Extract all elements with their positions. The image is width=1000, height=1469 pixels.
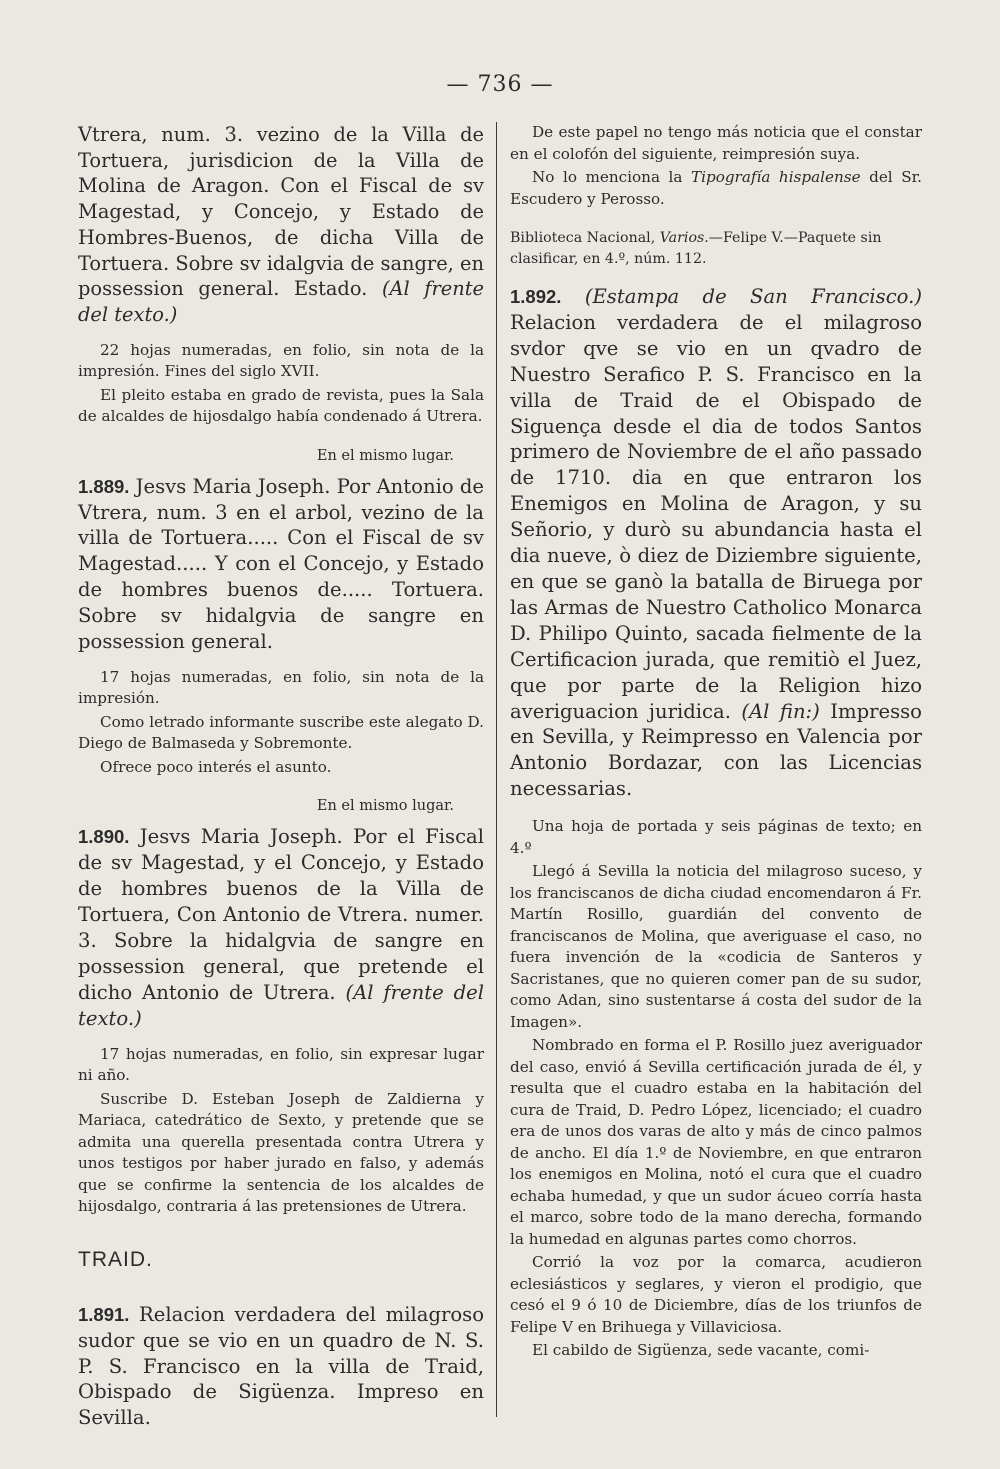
entry-1892-description: Una hoja de portada y seis páginas de texto; en 4.º — [510, 817, 922, 857]
entry-1889-comment-1: Como letrado informante suscribe este alegato D. Diego de Balmaseda y Sobremonte. — [78, 712, 484, 753]
entry-1892-comment-2: Nombrado en forma el P. Rosillo juez averiguador del caso, envió á Sevilla certificación jurada de él, y resulta que el cuadro estaba en la habitación del cura de Traid, D. Pedro López, licenciado; el cuadro era de unos dos varas de alto y más de cinco palmos de ancho. El día 1.º de Noviembre, en que entraron los enemigos en Molina, notó el cura que el cuadro echaba humedad, y que un sudor ácueo corría hasta el marco, sobre todo de la mano derecha, formando la humedad en algunas partes como chorros. — [510, 1036, 922, 1248]
entry-1889-title-text: Jesvs Maria Joseph. Por Antonio de Vtrera, num. 3 en el arbol, vezino de la villa de Tortuera..... Con el Fiscal de sv Magestad..... Y con el Concejo, y Estado de hombres buenos de..... Tortuera. Sobre sv hidalgvia de sangre en possession general. — [78, 474, 485, 654]
entry-1889-comment-2: Ofrece poco interés el asunto. — [100, 757, 332, 776]
place-line-2: En el mismo lugar. — [316, 798, 454, 815]
entry-1890-title — [78, 824, 484, 1031]
entry-1888-imprint: (Al frente del texto.) — [78, 277, 484, 326]
entry-1890-title-text: Jesvs Maria Joseph. Por el Fiscal de sv Magestad, y el Concejo, y Estado de hombres buenos de la Villa de Tortuera, Con Antonio de Vtrera. numer. 3. Sobre la hidalgvia de sangre en possession general, que pretende el dicho Antonio de Utrera. — [78, 825, 484, 1004]
entry-1890-imprint: (Al frente del texto.) — [78, 980, 484, 1030]
reference-title: Tipografía hispalense — [690, 168, 861, 186]
entry-1891-title — [78, 1302, 484, 1432]
entry-1888-description: 22 hojas numeradas, en folio, sin nota de la impresión. Fines del siglo XVII. — [78, 340, 484, 381]
entry-1891-reference — [510, 167, 922, 210]
left-column — [78, 122, 484, 1431]
reference-text-b: del Sr. Escudero y Perosso. — [510, 168, 923, 208]
entry-1890-number: 1.890. — [78, 826, 130, 848]
entry-1890-comment: Suscribe D. Esteban Joseph de Zaldierna y Mariaca, catedrático de Sexto, y pretende que se admita una querella presentada contra Utrera y unos testigos por haber jurado en falso, y además que se confirme la sentencia de los alcaldes de hijosdalgo, contraria á las pretensiones de Utrera. — [78, 1089, 484, 1216]
entry-1888-comment: El pleito estaba en grado de revista, pues la Sala de alcaldes de hijosdalgo había condenado á Utrera. — [78, 385, 484, 426]
entry-1892-comment-1: Llegó á Sevilla la noticia del milagroso suceso, y los franciscanos de dicha ciudad encomendaron á Fr. Martín Rosillo, guardián del convento de franciscanos de Molina, que averiguase el caso, no fuera invención de la «codicia de Santeros y Sacristanes, que no quieren comer pan de su sudor, como Adan, sino sustentarse á costa del sudor de la Imagen». — [510, 862, 922, 1031]
entry-1892-imprint: (Estampa de San Francisco.) — [584, 285, 922, 308]
section-heading-traid: TRAID. — [78, 1247, 153, 1271]
library-shelfmark: —Felipe V.—Paquete sin clasificar, en 4.º, núm. 112. — [510, 230, 882, 267]
page-number: — 736 — — [446, 72, 554, 97]
entry-1891-number: 1.891. — [78, 1303, 130, 1325]
entry-1892-title — [510, 284, 922, 802]
entry-1892-number: 1.892. — [510, 286, 562, 307]
entry-1888-title-text: Vtrera, num. 3. vezino de la Villa de Tortuera, jurisdicion de la Villa de Molina de Aragon. Con el Fiscal de sv Magestad, y Concejo, y Estado de Hombres-Buenos, de dicha Villa de Tortuera. Sobre sv idalgvia de sangre, en possession general. Estado. — [78, 123, 484, 301]
right-column — [510, 122, 922, 1362]
place-line-1: En el mismo lugar. — [316, 447, 454, 464]
reference-text-a: No lo menciona la — [532, 168, 683, 186]
entry-1890-description: 17 hojas numeradas, en folio, sin expresar lugar ni año. — [78, 1044, 484, 1085]
entry-1891-title-text: Relacion verdadera del milagroso sudor que se vio en un quadro de N. S. P. S. Francisco en la villa de Traid, Obispado de Sigüenza. Impreso en Sevilla. — [78, 1302, 484, 1430]
entry-1889-number: 1.889. — [78, 475, 130, 497]
column-divider — [496, 122, 497, 1417]
entry-1891-comment: De este papel no tengo más noticia que el constar en el colofón del siguiente, reimpresión suya. — [510, 123, 922, 163]
entry-1892-title-text: Relacion verdadera de el milagroso svdor qve se vio en un qvadro de Nuestro Serafico P. S. Francisco en la villa de Traid de el Obispado de Siguença desde el dia de todos Santos primero de Noviembre de el año passado de 1710. dia en que entraron los Enemigos en Molina de Aragon, y su Señorio, y durò su abundancia hasta el dia nueve, ò diez de Diziembre siguiente, en que se ganò la batalla de Biruega por las Armas de Nuestro Catholico Monarca D. Philipo Quinto, sacada fielmente de la Certificacion jurada, que remitiò el Juez, que por parte de la Religion hizo averiguacion juridica. — [510, 310, 922, 723]
library-collection: Varios. — [659, 230, 709, 246]
entry-1892-colophon-label: (Al fin:) — [741, 699, 820, 723]
entry-1892-comment-4: El cabildo de Sigüenza, sede vacante, comi- — [532, 1341, 870, 1360]
entry-1892-colophon: Impresso en Sevilla, y Reimpresso en Valencia por Antonio Bordazar, con las Licencias necessarias. — [510, 699, 922, 801]
library-name: Biblioteca Nacional, — [510, 230, 656, 246]
entry-1889-description: 17 hojas numeradas, en folio, sin nota de la impresión. — [78, 667, 484, 708]
entry-1888-title — [78, 122, 484, 328]
library-location — [510, 228, 922, 270]
entry-1892-comment-3: Corrió la voz por la comarca, acudieron eclesiásticos y seglares, y vieron el prodigio, que cesó el 9 ó 10 de Diciembre, días de los triunfos de Felipe V en Brihuega y Villaviciosa. — [510, 1253, 922, 1336]
entry-1889-title — [78, 474, 484, 655]
